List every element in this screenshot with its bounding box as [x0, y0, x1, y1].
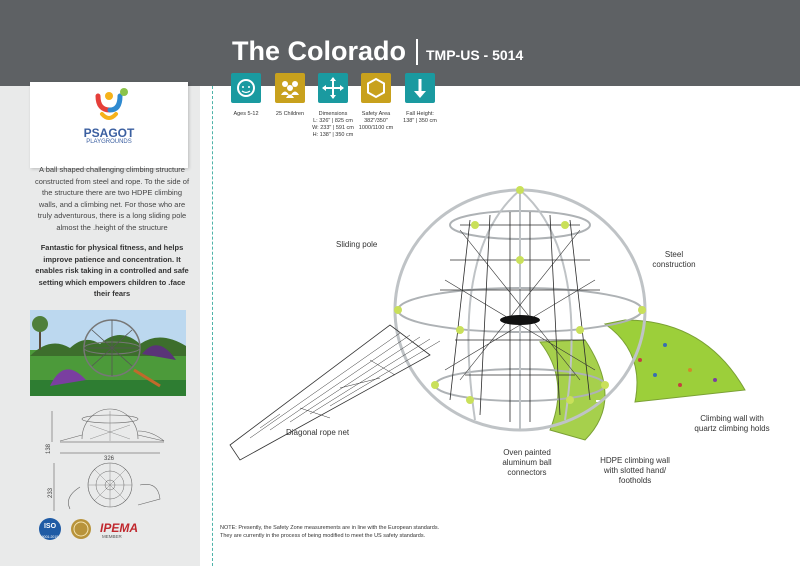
- drawing-width-dim: 233: [48, 487, 55, 499]
- divider-line: [212, 86, 213, 566]
- callout-hdpe-wall: HDPE climbing wall with slotted hand/ footholds: [600, 456, 670, 485]
- installation-photo: [30, 310, 186, 396]
- note-line-2: They are currently in the process of being modified to meet the US safety standards.: [220, 533, 426, 539]
- callout-diagonal-net: Diagonal rope net: [286, 428, 350, 437]
- spec-fall-height: [394, 73, 446, 125]
- ipema-sub: MEMBER: [102, 534, 122, 539]
- fall-height-arrow-icon: [405, 73, 435, 103]
- drawing-length-dim: 326: [104, 456, 115, 462]
- model-number: TMP-US - 5014: [426, 47, 524, 63]
- spec-children-line: 25 Children: [275, 111, 305, 117]
- children-group-icon: [275, 73, 305, 103]
- gold-seal-icon: [70, 518, 92, 540]
- iso-label: ISO: [43, 523, 57, 530]
- iso-sub: 9001:2015: [41, 535, 59, 539]
- child-face-icon: [231, 73, 261, 103]
- spec-safety-inches: 382"/350": [364, 118, 388, 124]
- spec-dim-height: H: 138" | 350 cm: [312, 132, 354, 138]
- spec-dim-width: W: 233" | 591 cm: [312, 125, 354, 131]
- logo-subtitle: PLAYGROUNDS: [86, 139, 132, 145]
- product-benefits: Fantastic for physical fitness, and helps improve patience and concentration. It enables risk taking in a controlled and safe setting which empowers children to .face their fears: [35, 243, 189, 298]
- ipema-logo: IPEMA: [100, 521, 139, 535]
- callout-steel: Steel construction: [652, 250, 696, 269]
- safety-note: [220, 524, 620, 540]
- title-block: [232, 36, 523, 67]
- drawing-height-dim: 138: [46, 443, 53, 455]
- psagot-logo-icon: [30, 82, 188, 168]
- spec-dim-length: L: 326" | 825 cm: [313, 118, 353, 124]
- logo-name: PSAGOT: [83, 126, 135, 140]
- safety-area-hexagon-icon: [361, 73, 391, 103]
- spec-safety-cm: 1000/1100 cm: [358, 125, 394, 131]
- spec-dim-title: Dimensions: [318, 111, 348, 117]
- product-description: A ball shaped challenging climbing structure constructed from steel and rope. To the side of the structure there are two HDPE climbing walls, and a climbing net. For those who are truly adventurous, there is a long sliding pole almost the .height of the structure: [34, 165, 190, 232]
- logo-card: [30, 82, 188, 168]
- dimensions-arrows-icon: [318, 73, 348, 103]
- title-separator: [416, 39, 418, 65]
- callout-quartz-wall: Climbing wall with quartz climbing holds: [694, 414, 770, 433]
- note-line-1: NOTE: Presently, the Safety Zone measurements are in line with the European standards.: [220, 525, 440, 531]
- spec-ages-line: Ages 5-12: [233, 111, 259, 117]
- product-title: The Colorado: [232, 36, 406, 66]
- certifications: [38, 517, 188, 541]
- callout-sliding-pole: Sliding pole: [336, 240, 378, 249]
- callout-connectors: Oven painted aluminum ball connectors: [502, 448, 552, 477]
- spec-safety-title: Safety Area: [361, 111, 391, 117]
- spec-fall-value: 138" | 350 cm: [403, 118, 437, 124]
- spec-fall-title: Fall Height:: [406, 111, 434, 117]
